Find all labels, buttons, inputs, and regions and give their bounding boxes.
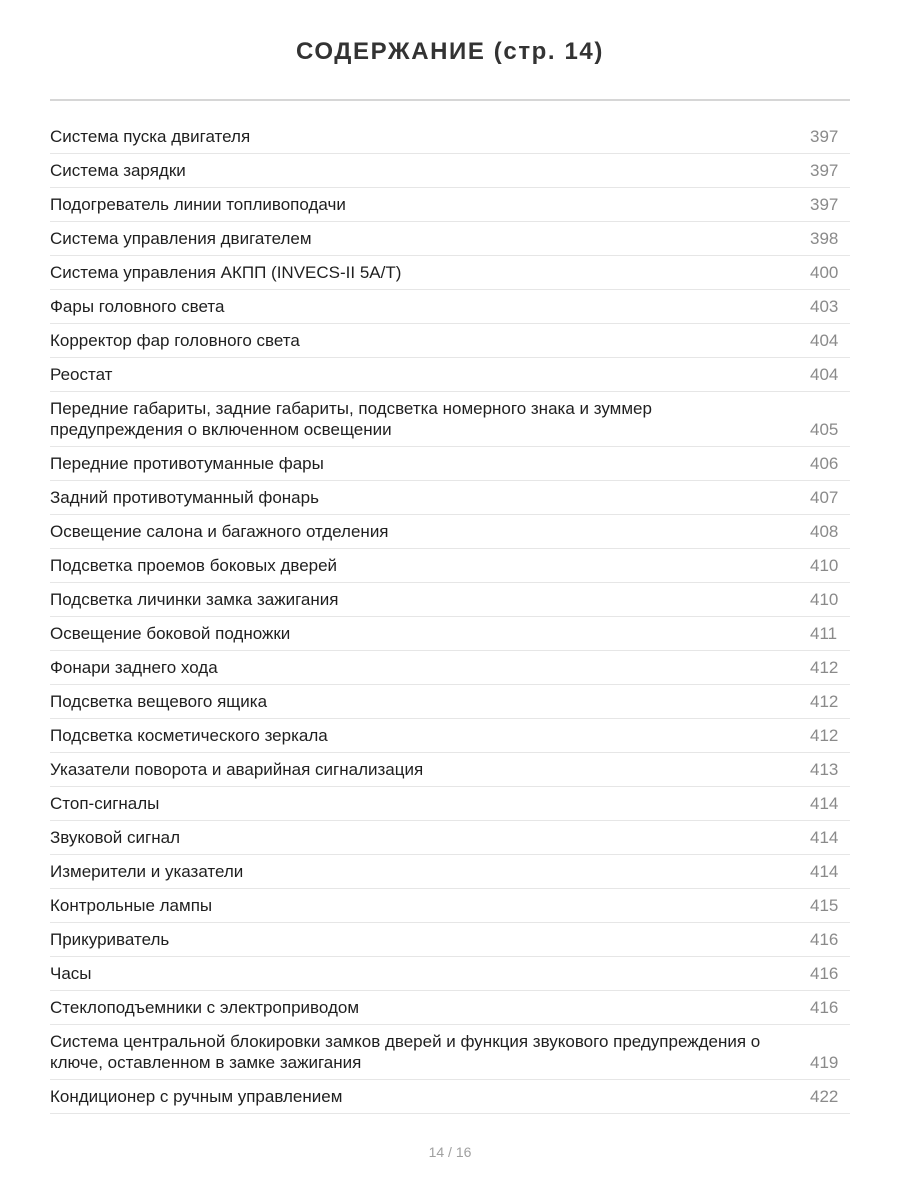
toc-entry-title[interactable]: Передние габариты, задние габариты, подсветка номерного знака и зуммер предупреждения о включенном освещении [50,399,652,439]
toc-entry-page: 416 [810,930,839,949]
toc-entry-page: 416 [810,998,839,1017]
toc-entry-page: 415 [810,896,839,915]
toc-entry-title[interactable]: Кондиционер с ручным управлением [50,1087,343,1106]
toc-entry-page: 406 [810,454,839,473]
toc-entry[interactable] [50,651,850,685]
toc-entry[interactable] [50,1025,850,1080]
toc-entry-page: 407 [810,488,839,507]
toc-entry-page: 410 [810,556,839,575]
toc-entry-title[interactable]: Фонари заднего хода [50,658,218,677]
toc-entry-title[interactable]: Освещение салона и багажного отделения [50,522,389,541]
toc-entry[interactable] [50,719,850,753]
toc-entry[interactable] [50,358,850,392]
toc-entry-title[interactable]: Освещение боковой подножки [50,624,291,643]
toc-entry-title[interactable]: Система зарядки [50,161,186,180]
toc-entry-page: 397 [810,161,839,180]
toc-entry-page: 414 [810,794,839,813]
toc-entry-page: 412 [810,658,839,677]
toc-entry[interactable] [50,392,850,447]
toc-entry[interactable] [50,188,850,222]
toc-entry-title[interactable]: Подсветка косметического зеркала [50,726,328,745]
toc-entry-title[interactable]: Звуковой сигнал [50,828,180,847]
toc-entry[interactable] [50,991,850,1025]
toc-entry-page: 414 [810,828,839,847]
toc-entry-page: 405 [810,420,839,439]
toc-entry-title[interactable]: Прикуриватель [50,930,170,949]
toc-entry[interactable] [50,617,850,651]
toc-entry-title[interactable]: Контрольные лампы [50,896,213,915]
title-divider [50,99,850,101]
toc-entry-title[interactable]: Система пуска двигателя [50,127,251,146]
toc-entry-page: 400 [810,263,839,282]
toc-entry[interactable] [50,923,850,957]
toc-entry[interactable] [50,290,850,324]
toc-entry-title[interactable]: Указатели поворота и аварийная сигнализация [50,760,424,779]
toc-entry-title[interactable]: Подсветка личинки замка зажигания [50,590,339,609]
toc-entry-page: 412 [810,726,839,745]
toc-entry-title[interactable]: Подсветка проемов боковых дверей [50,556,338,575]
toc-entry-page: 404 [810,331,839,350]
toc-entry[interactable] [50,889,850,923]
toc-entry[interactable] [50,447,850,481]
toc-entry[interactable] [50,120,850,154]
toc-entry[interactable] [50,583,850,617]
toc-entry-title[interactable]: Передние противотуманные фары [50,454,324,473]
toc-entry-title[interactable]: Подсветка вещевого ящика [50,692,268,711]
toc-entry-title[interactable]: Фары головного света [50,297,225,316]
toc-entry-page: 410 [810,590,839,609]
toc-entry-title[interactable]: Часы [50,964,92,983]
toc-entry-page: 404 [810,365,839,384]
toc-entry-title[interactable]: Измерители и указатели [50,862,244,881]
page-indicator: 14 / 16 [428,1144,472,1160]
toc-entry[interactable] [50,222,850,256]
toc-entry[interactable] [50,256,850,290]
toc-entry[interactable] [50,855,850,889]
toc-entry-title[interactable]: Реостат [50,365,113,384]
toc-entry[interactable] [50,1080,850,1114]
toc-entry-title[interactable]: Система управления двигателем [50,229,312,248]
toc-entry-title[interactable]: Система управления АКПП (INVECS-II 5A/T) [50,263,402,282]
toc-entry[interactable] [50,685,850,719]
toc-list [50,120,850,1114]
toc-entry[interactable] [50,753,850,787]
toc-entry-title[interactable]: Подогреватель линии топливоподачи [50,195,346,214]
toc-entry[interactable] [50,787,850,821]
toc-entry-page: 403 [810,297,839,316]
toc-entry[interactable] [50,957,850,991]
toc-entry-page: 408 [810,522,839,541]
toc-entry-page: 411 [810,624,838,643]
toc-entry-page: 414 [810,862,839,881]
toc-entry-title[interactable]: Стоп-сигналы [50,794,160,813]
toc-entry-page: 397 [810,127,839,146]
toc-entry-title[interactable]: Система центральной блокировки замков дверей и функция звукового предупреждения о ключе, оставленном в замке зажигания [50,1032,761,1072]
toc-entry[interactable] [50,481,850,515]
toc-entry-page: 419 [810,1053,839,1072]
toc-entry[interactable] [50,154,850,188]
toc-entry[interactable] [50,515,850,549]
toc-entry-title[interactable]: Стеклоподъемники с электроприводом [50,998,360,1017]
toc-entry-page: 422 [810,1087,839,1106]
toc-entry[interactable] [50,549,850,583]
toc-entry-page: 397 [810,195,839,214]
toc-entry-page: 413 [810,760,839,779]
toc-entry-title[interactable]: Задний противотуманный фонарь [50,488,319,507]
toc-entry-page: 416 [810,964,839,983]
toc-entry[interactable] [50,324,850,358]
toc-entry-title[interactable]: Корректор фар головного света [50,331,300,350]
page-title: СОДЕРЖАНИЕ (стр. 14) [296,38,604,65]
toc-entry[interactable] [50,821,850,855]
toc-entry-page: 412 [810,692,839,711]
toc-entry-page: 398 [810,229,839,248]
